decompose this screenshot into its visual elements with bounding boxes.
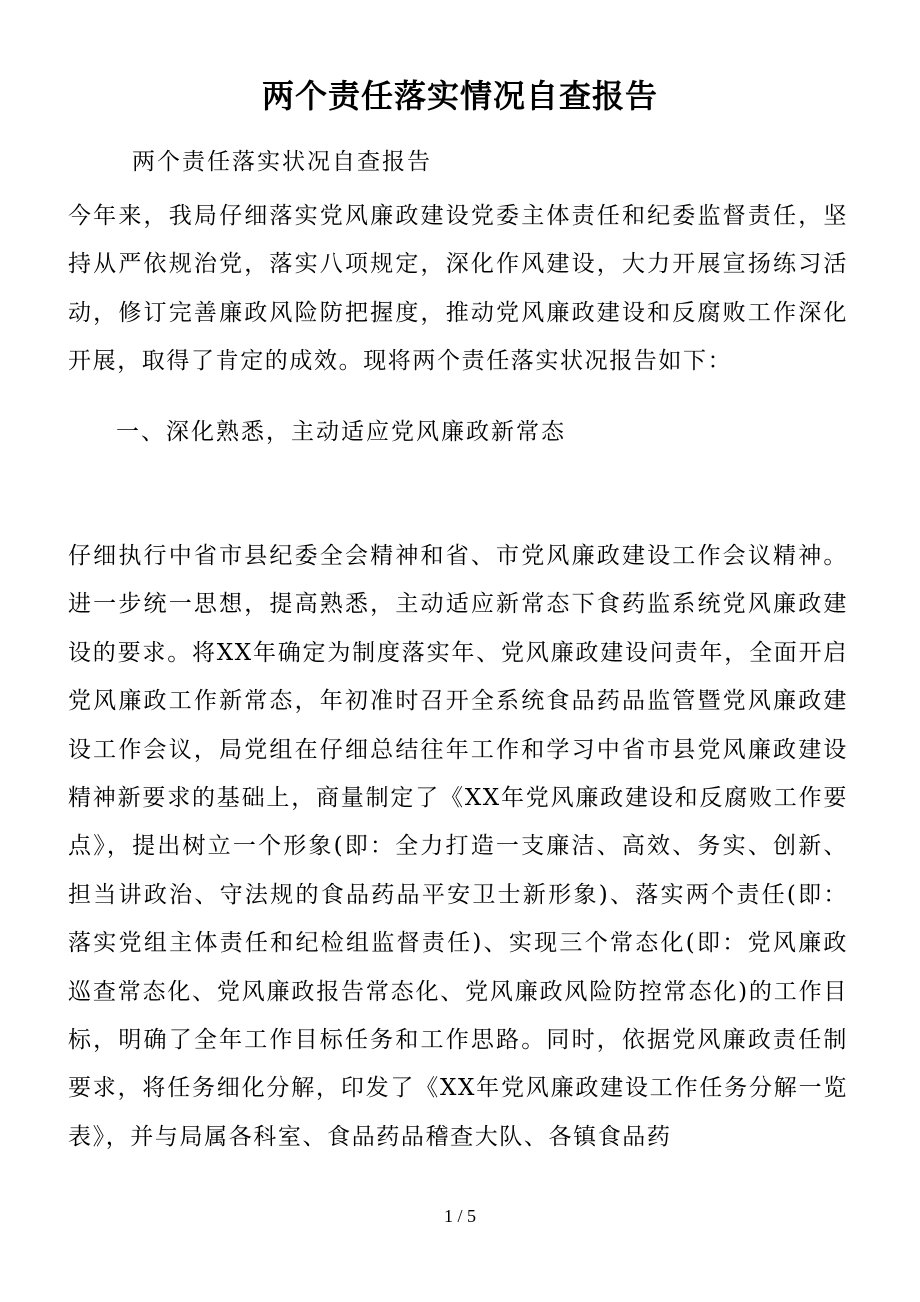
document-subtitle: 两个责任落实状况自查报告 [132,149,432,175]
paragraph-section-1: 仔细执行中省市县纪委全会精神和省、市党风廉政建设工作会议精神。进一步统一思想，提高熟悉，主动适应新常态下食药监系统党风廉政建设的要求。将XX年确定为制度落实年、党风廉政建设问责年，全面开启党风廉政工作新常态，年初准时召开全系统食品药品监管暨党风廉政建设工作会议，局党组在仔细总结往年工作和学习中省市县党风廉政建设精神新要求的基础上，商量制定了《XX年党风廉政建设和反腐败工作要点》，提出树立一个形象(即：全力打造一支廉洁、高效、务实、创新、担当讲政治、守法规的食品药品平安卫士新形象)、落实两个责任(即：落实党组主体责任和纪检组监督责任)、实现三个常态化(即：党风廉政巡查常态化、党风廉政报告常态化、党风廉政风险防控常态化)的工作目标，明确了全年工作目标任务和工作思路。同时，依据党风廉政责任制要求，将任务细化分解，印发了《XX年党风廉政建设工作任务分解一览表》，并与局属各科室、食品药品稽查大队、各镇食品药 [68,543,848,1150]
paragraph-intro: 今年来，我局仔细落实党风廉政建设党委主体责任和纪委监督责任，坚持从严依规治党，落实八项规定，深化作风建设，大力开展宣扬练习活动，修订完善廉政风险防把握度，推动党风廉政建设和反腐败工作深化开展，取得了肯定的成效。现将两个责任落实状况报告如下： [68,203,848,375]
page-number: 1 / 5 [443,1206,476,1226]
document-title: 两个责任落实情况自查报告 [261,77,658,115]
section-heading-1: 一、深化熟悉，主动适应党风廉政新常态 [116,419,566,445]
